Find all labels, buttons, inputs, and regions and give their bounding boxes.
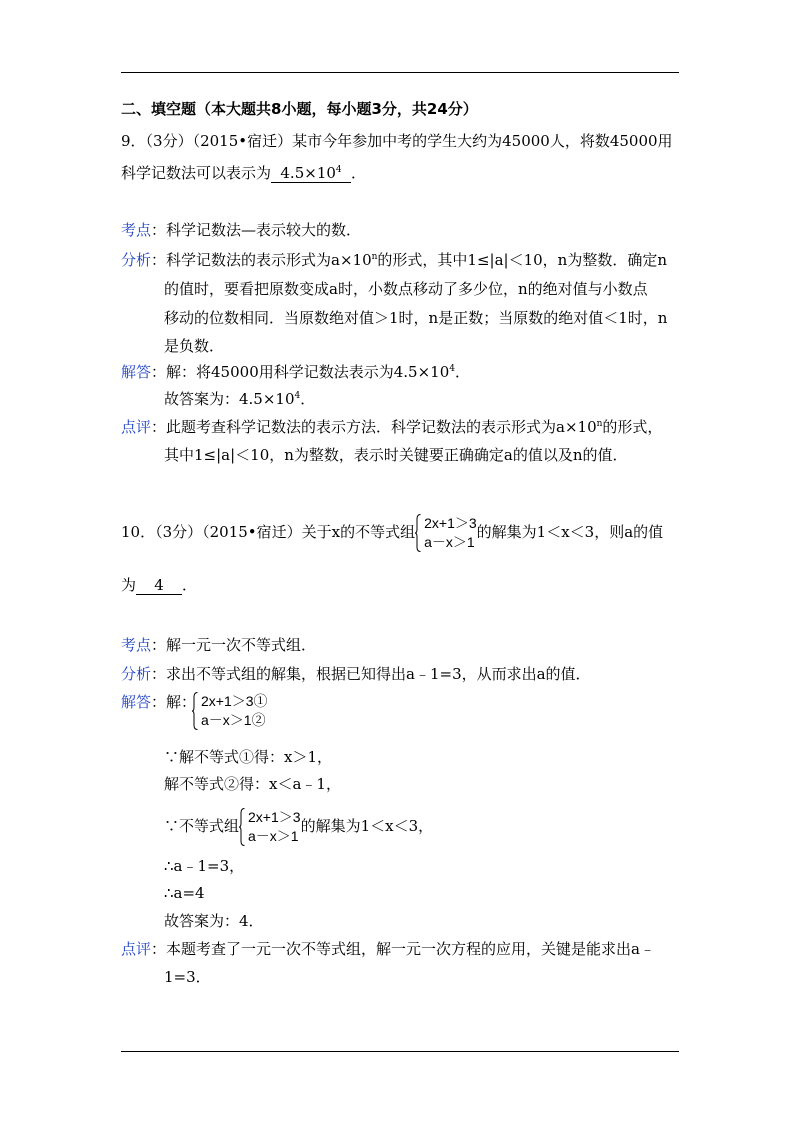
sys1-row-2: a－x＞1② <box>201 712 266 728</box>
fenxi-exp: n <box>371 252 378 262</box>
q9-fenxi-3: 移动的位数相同．当原数绝对值＞1时，n是正数；当原数的绝对值＜1时，n <box>164 309 668 327</box>
q9-jieda-2 <box>164 389 315 409</box>
kaodian-text: ：解一元一次不等式组． <box>151 636 317 654</box>
q9-kaodian <box>121 220 361 240</box>
fenxi-label: 分析 <box>121 251 152 269</box>
q9-answer-blank <box>271 164 351 183</box>
q9-text-line1: 9．（3分）（2015•宿迁）某市今年参加中考的学生大约为45000人，将数45000用 <box>121 132 673 150</box>
jieda-text-1a: ：解：将45000用科学记数法表示为4.5×10 <box>151 363 450 381</box>
q10-answer-blank <box>136 576 182 595</box>
bottom-rule <box>121 1051 679 1052</box>
q10-inequality-system <box>415 514 477 552</box>
q10-kaodian <box>121 635 316 655</box>
q9-line2 <box>121 163 366 183</box>
brace-icon <box>415 514 421 552</box>
section-title: 二、填空题（本大题共8小题，每小题3分，共24分） <box>121 100 478 118</box>
q10-line1 <box>121 511 663 553</box>
q10-text-line2: 为 <box>121 576 137 594</box>
jieda-text-1b: ． <box>454 363 470 381</box>
q9-fenxi-4: 是负数． <box>164 337 225 355</box>
q10-line2 <box>121 575 197 595</box>
q9-answer-exp: 4 <box>335 165 342 175</box>
q9-fenxi-2: 的值时，要看把原数变成a时，小数点移动了多少位，n的绝对值与小数点 <box>164 280 648 298</box>
sys1-row-1: 2x+1＞3① <box>201 693 268 709</box>
q10-step5: ∴a=4 <box>164 884 205 902</box>
q9-line1 <box>121 131 673 151</box>
sys2-row-2: a－x＞1 <box>248 828 299 844</box>
brace-icon <box>192 692 198 730</box>
q10-step3 <box>164 806 433 846</box>
step3-prefix: ∵不等式组 <box>164 817 240 835</box>
dianping-label: 点评 <box>121 940 152 958</box>
q10-step6: 故答案为：4． <box>164 912 264 930</box>
q10-jieda-system1 <box>192 692 268 730</box>
top-rule <box>121 72 679 73</box>
fenxi-text: ：求出不等式组的解集，根据已知得出a﹣1=3，从而求出a的值． <box>151 665 591 683</box>
q10-ineq-2: a－x＞1 <box>424 534 475 550</box>
dianping-text-1a: ：此题考查科学记数法的表示方法．科学记数法的表示形式为a×10 <box>151 418 597 436</box>
dianping-label: 点评 <box>121 418 152 436</box>
jieda-prefix: ：解： <box>151 693 197 711</box>
q9-fenxi-1 <box>121 250 667 270</box>
q10-ineq-1: 2x+1＞3 <box>424 515 477 531</box>
q10-answer: 4 <box>154 576 164 594</box>
jieda-label: 解答 <box>121 363 152 381</box>
step3-suffix: 的解集为1＜x＜3， <box>300 817 434 835</box>
q10-jieda-label-line <box>121 692 196 712</box>
q9-text-line2: 科学记数法可以表示为 <box>121 164 272 182</box>
q9-period: ． <box>351 164 367 182</box>
fenxi-text-1a: ：科学记数法的表示形式为a×10 <box>151 251 372 269</box>
q9-dianping-1 <box>121 417 662 437</box>
kaodian-label: 考点 <box>121 221 152 239</box>
dianping-text-1: ：本题考查了一元一次不等式组，解一元一次方程的应用，关键是能求出a﹣ <box>151 940 655 958</box>
q10-step1: ∵解不等式①得：x＞1， <box>164 748 333 766</box>
q10-dianping-1 <box>121 939 655 959</box>
q9-dianping-2: 其中1≤|a|＜10，n为整数，表示时关键要正确确定a的值以及n的值． <box>164 446 628 464</box>
q9-answer: 4.5×10 <box>280 164 336 182</box>
kaodian-text: ：科学记数法—表示较大的数． <box>151 221 362 239</box>
dianping-exp: n <box>596 419 603 429</box>
q10-step4: ∴a﹣1=3， <box>164 857 245 875</box>
q10-text-prefix: 10．（3分）（2015•宿迁）关于x的不等式组 <box>121 523 416 541</box>
sys2-row-1: 2x+1＞3 <box>248 809 301 825</box>
jieda-text-2a: 故答案为：4.5×10 <box>164 390 295 408</box>
jieda-label: 解答 <box>121 693 152 711</box>
q10-period: ． <box>182 576 198 594</box>
fenxi-label: 分析 <box>121 665 152 683</box>
jieda-exp-1: 4 <box>449 364 455 374</box>
q10-solution-system <box>192 692 268 730</box>
jieda-exp-2: 4 <box>294 391 301 401</box>
dianping-text-1b: 的形式， <box>602 418 663 436</box>
kaodian-label: 考点 <box>121 636 152 654</box>
q10-fenxi <box>121 664 591 684</box>
jieda-text-2b: ． <box>300 390 316 408</box>
fenxi-text-1b: 的形式，其中1≤|a|＜10，n为整数．确定n <box>377 251 667 269</box>
q10-dianping-2: 1=3． <box>164 968 211 986</box>
q10-step3-system <box>239 808 301 846</box>
q10-step2: 解不等式②得：x＜a﹣1， <box>164 775 341 793</box>
q9-jieda-1 <box>121 362 470 382</box>
brace-icon <box>239 808 245 846</box>
q10-text-suffix: 的解集为1＜x＜3，则a的值 <box>476 523 664 541</box>
